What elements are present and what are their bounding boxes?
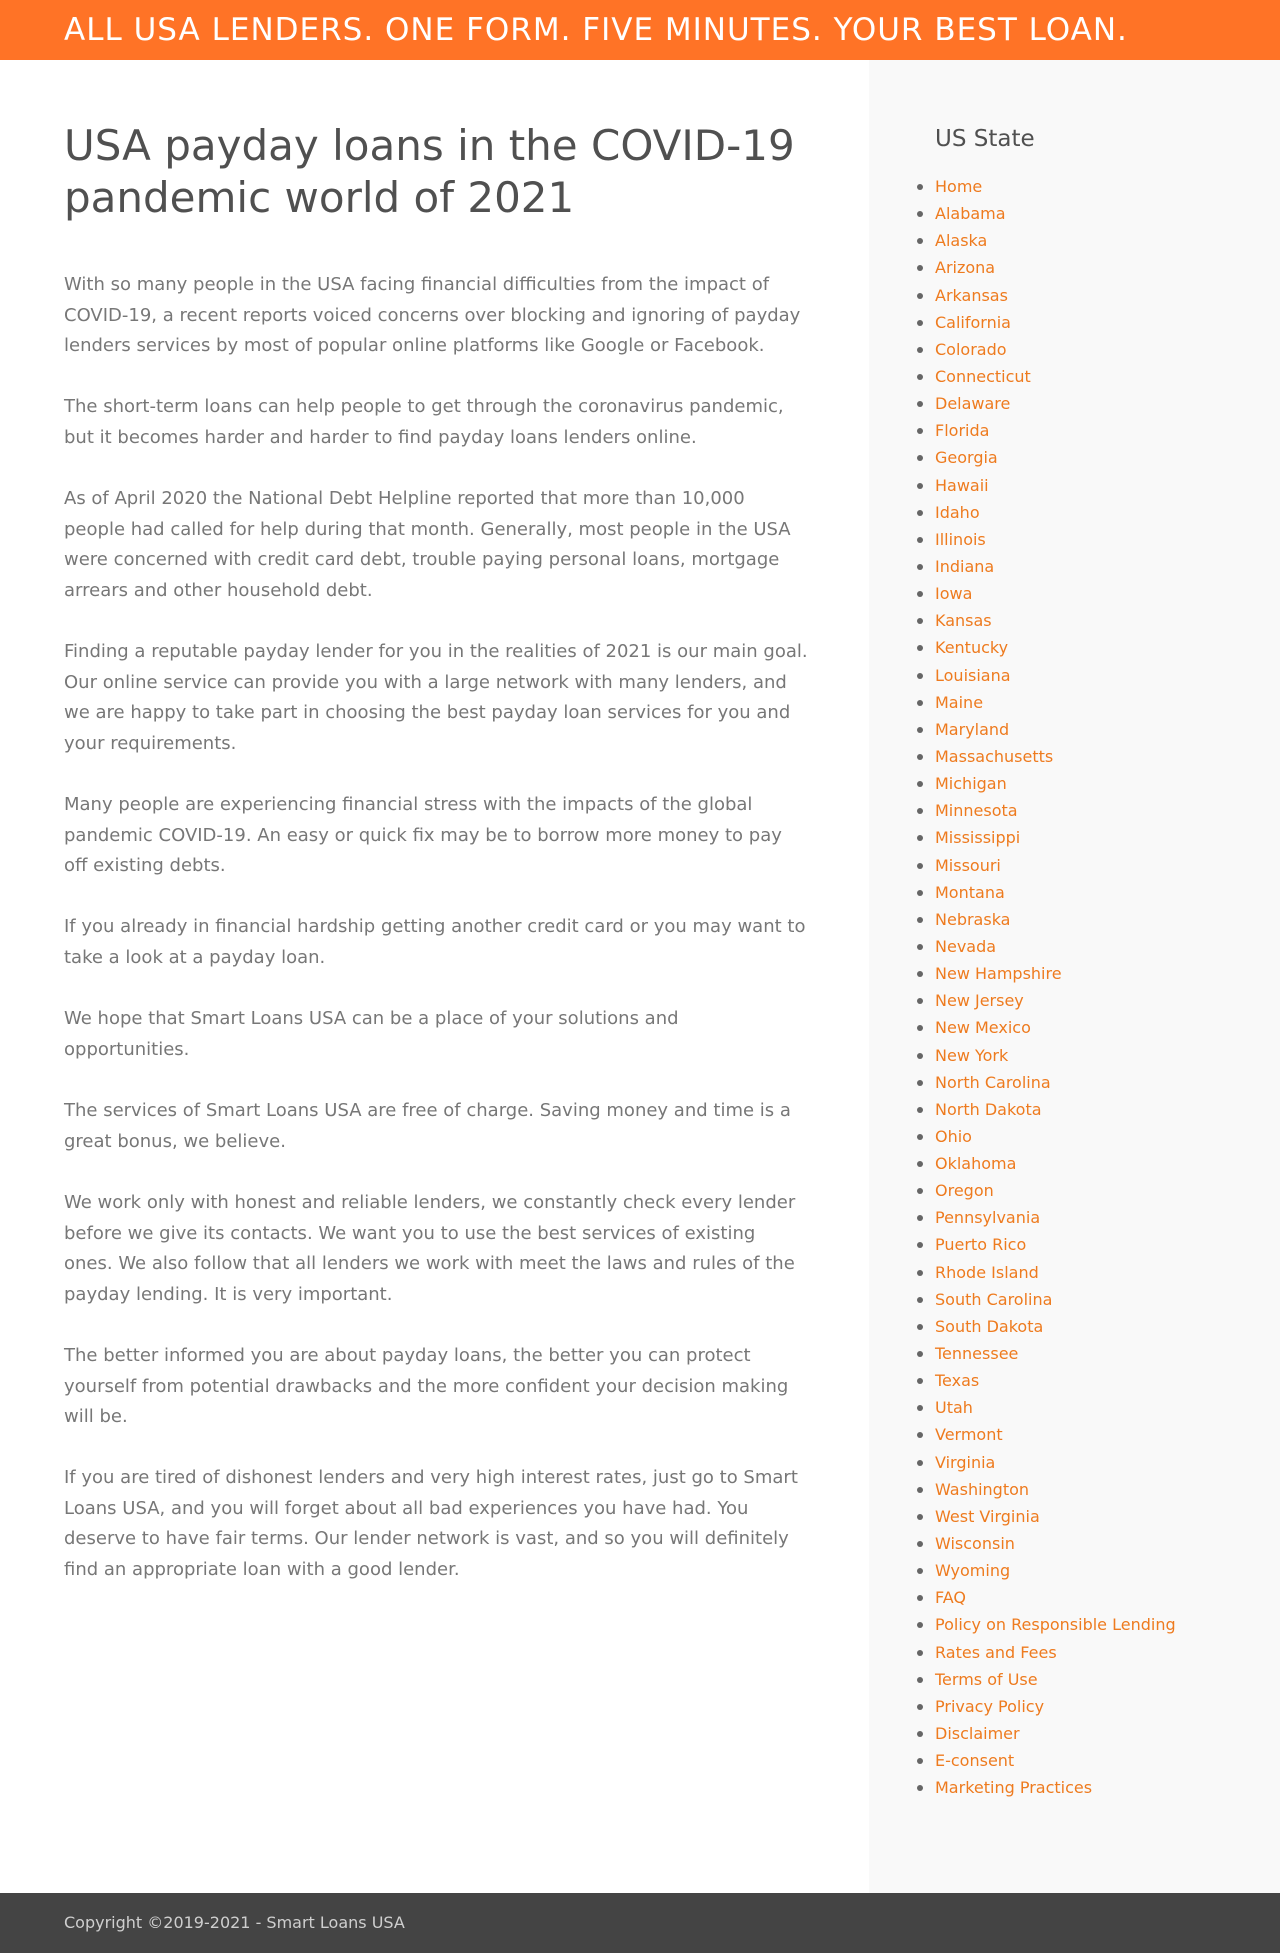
sidebar-link-utah[interactable]: Utah — [935, 1398, 973, 1418]
article-paragraph: If you already in financial hardship getting another credit card or you may want to take a look at a payday loan. — [64, 916, 806, 968]
sidebar-list-item — [935, 770, 1176, 797]
sidebar-link-idaho[interactable]: Idaho — [935, 502, 980, 522]
top-banner — [0, 0, 1280, 60]
sidebar-list-item — [935, 1449, 1176, 1476]
sidebar-link-connecticut[interactable]: Connecticut — [935, 366, 1031, 386]
sidebar-link-south-dakota[interactable]: South Dakota — [935, 1316, 1044, 1336]
article-paragraph: We work only with honest and reliable lenders, we constantly check every lender before we give its contacts. We want you to use the best services of existing ones. We also follow that all lenders we work with meet the laws and rules of the payday lending. It is very important. — [64, 1192, 796, 1305]
sidebar-list-item — [935, 1096, 1176, 1123]
sidebar-list-item — [935, 879, 1176, 906]
sidebar-list-item — [935, 200, 1176, 227]
sidebar-link-washington[interactable]: Washington — [935, 1479, 1030, 1499]
sidebar-list-item — [935, 689, 1176, 716]
sidebar-list-item — [935, 1042, 1176, 1069]
sidebar-list-item — [935, 390, 1176, 417]
sidebar-title: US State — [935, 126, 1035, 152]
sidebar-link-virginia[interactable]: Virginia — [935, 1452, 996, 1472]
sidebar-link-texas[interactable]: Texas — [935, 1371, 980, 1391]
sidebar-link-mississippi[interactable]: Mississippi — [935, 828, 1021, 848]
sidebar-link-colorado[interactable]: Colorado — [935, 339, 1007, 359]
sidebar-link-michigan[interactable]: Michigan — [935, 774, 1007, 794]
sidebar-link-nevada[interactable]: Nevada — [935, 936, 997, 956]
sidebar-list-item — [935, 282, 1176, 309]
sidebar-link-north-dakota[interactable]: North Dakota — [935, 1099, 1042, 1119]
sidebar-list-item — [935, 173, 1176, 200]
sidebar-link-kansas[interactable]: Kansas — [935, 611, 992, 631]
sidebar-link-montana[interactable]: Montana — [935, 882, 1005, 902]
sidebar-link-iowa[interactable]: Iowa — [935, 584, 973, 604]
sidebar-link-marketing-practices[interactable]: Marketing Practices — [935, 1778, 1093, 1798]
sidebar-list-item — [935, 960, 1176, 987]
article-paragraph: The services of Smart Loans USA are free of charge. Saving money and time is a great bonus, we believe. — [64, 1100, 791, 1152]
sidebar-list-item — [935, 1421, 1176, 1448]
sidebar-list-item — [935, 1286, 1176, 1313]
article-paragraph: As of April 2020 the National Debt Helpline reported that more than 10,000 people had called for help during that month. Generally, most people in the USA were concerned with credit card debt, trouble paying personal loans, mortgage arrears and other household debt. — [64, 488, 791, 601]
sidebar-list-item — [935, 1313, 1176, 1340]
sidebar-list-item — [935, 254, 1176, 281]
sidebar-link-terms-of-use[interactable]: Terms of Use — [935, 1669, 1038, 1689]
sidebar-link-west-virginia[interactable]: West Virginia — [935, 1506, 1040, 1526]
sidebar-list-item — [935, 472, 1176, 499]
article-paragraph: The better informed you are about payday loans, the better you can protect yourself from potential drawbacks and the more confident your decision making will be. — [64, 1345, 789, 1427]
sidebar-list-item — [935, 1774, 1176, 1801]
sidebar-link-california[interactable]: California — [935, 312, 1011, 332]
sidebar-list-item — [935, 852, 1176, 879]
sidebar-list-item — [935, 1476, 1176, 1503]
sidebar-link-wyoming[interactable]: Wyoming — [935, 1561, 1011, 1581]
article-paragraph: Many people are experiencing financial stress with the impacts of the global pandemic COVID-19. An easy or quick fix may be to borrow more money to pay off existing debts. — [64, 794, 782, 876]
sidebar-link-ohio[interactable]: Ohio — [935, 1126, 972, 1146]
sidebar-list-item — [935, 1231, 1176, 1258]
sidebar-list-item — [935, 444, 1176, 471]
sidebar-list-item — [935, 824, 1176, 851]
sidebar-link-policy-on-responsible-lending[interactable]: Policy on Responsible Lending — [935, 1615, 1176, 1635]
sidebar-list-item — [935, 1666, 1176, 1693]
sidebar-list-item — [935, 607, 1176, 634]
sidebar-link-nebraska[interactable]: Nebraska — [935, 909, 1011, 929]
article-paragraph: Finding a reputable payday lender for you in the realities of 2021 is our main goal. Our online service can provide you with a large network with many lenders, and we are happy to take part in choosing the best payday loan services for you and your requirements. — [64, 641, 808, 754]
sidebar-list-item — [935, 1557, 1176, 1584]
sidebar-link-hawaii[interactable]: Hawaii — [935, 475, 989, 495]
sidebar-list-item — [935, 933, 1176, 960]
article-paragraph: The short-term loans can help people to get through the coronavirus pandemic, but it becomes harder and harder to find payday loans lenders online. — [64, 396, 784, 448]
sidebar-link-maine[interactable]: Maine — [935, 692, 984, 712]
banner-text: ALL USA LENDERS. ONE FORM. FIVE MINUTES. YOUR BEST LOAN. — [64, 12, 1128, 48]
sidebar-list-item — [935, 662, 1176, 689]
article-paragraph: We hope that Smart Loans USA can be a place of your solutions and opportunities. — [64, 1008, 679, 1060]
sidebar-link-arkansas[interactable]: Arkansas — [935, 285, 1008, 305]
sidebar-link-disclaimer[interactable]: Disclaimer — [935, 1724, 1020, 1744]
sidebar-link-vermont[interactable]: Vermont — [935, 1425, 1003, 1445]
sidebar — [869, 60, 1280, 1893]
sidebar-link-pennsylvania[interactable]: Pennsylvania — [935, 1208, 1041, 1228]
sidebar-link-missouri[interactable]: Missouri — [935, 855, 1001, 875]
sidebar-list-item — [935, 1611, 1176, 1638]
sidebar-list-item — [935, 1584, 1176, 1611]
sidebar-link-privacy-policy[interactable]: Privacy Policy — [935, 1696, 1045, 1716]
sidebar-list-item — [935, 336, 1176, 363]
sidebar-link-tennessee[interactable]: Tennessee — [935, 1344, 1019, 1364]
sidebar-list-item — [935, 526, 1176, 553]
sidebar-link-faq[interactable]: FAQ — [935, 1588, 966, 1608]
sidebar-list-item — [935, 1693, 1176, 1720]
sidebar-link-rates-and-fees[interactable]: Rates and Fees — [935, 1642, 1057, 1662]
sidebar-link-delaware[interactable]: Delaware — [935, 394, 1011, 414]
article-paragraph: If you are tired of dishonest lenders and very high interest rates, just go to Smart Loans USA, and you will forget about all bad experiences you have had. You deserve to have fair terms. Our lender network is vast, and so you will definitely find an appropriate loan with a good lender. — [64, 1467, 798, 1580]
sidebar-list-item — [935, 580, 1176, 607]
sidebar-list-item — [935, 1014, 1176, 1041]
sidebar-list-item — [935, 553, 1176, 580]
sidebar-list-item — [935, 1259, 1176, 1286]
sidebar-link-new-mexico[interactable]: New Mexico — [935, 1018, 1031, 1038]
sidebar-link-oklahoma[interactable]: Oklahoma — [935, 1154, 1017, 1174]
sidebar-link-new-jersey[interactable]: New Jersey — [935, 991, 1024, 1011]
sidebar-list-item — [935, 716, 1176, 743]
sidebar-list-item — [935, 1177, 1176, 1204]
sidebar-list-item — [935, 1394, 1176, 1421]
footer — [0, 1893, 1280, 1953]
sidebar-link-wisconsin[interactable]: Wisconsin — [935, 1534, 1015, 1554]
sidebar-link-massachusetts[interactable]: Massachusetts — [935, 746, 1054, 766]
sidebar-link-kentucky[interactable]: Kentucky — [935, 638, 1009, 658]
copyright-text: Copyright ©2019-2021 - Smart Loans USA — [64, 1913, 405, 1932]
sidebar-link-florida[interactable]: Florida — [935, 421, 990, 441]
main-content — [64, 120, 808, 1580]
sidebar-list-item — [935, 309, 1176, 336]
sidebar-link-e-consent[interactable]: E-consent — [935, 1751, 1015, 1771]
article-paragraph: With so many people in the USA facing financial difficulties from the impact of COVID-19, a recent reports voiced concerns over blocking and ignoring of payday lenders services by most of popular online platforms like Google or Facebook. — [64, 274, 801, 356]
sidebar-link-puerto-rico[interactable]: Puerto Rico — [935, 1235, 1027, 1255]
sidebar-link-south-carolina[interactable]: South Carolina — [935, 1289, 1053, 1309]
state-link-list — [935, 173, 1176, 1801]
sidebar-link-louisiana[interactable]: Louisiana — [935, 665, 1011, 685]
sidebar-link-maryland[interactable]: Maryland — [935, 719, 1010, 739]
sidebar-link-arizona[interactable]: Arizona — [935, 258, 996, 278]
sidebar-list-item — [935, 1503, 1176, 1530]
sidebar-list-item — [935, 1123, 1176, 1150]
sidebar-list-item — [935, 1069, 1176, 1096]
sidebar-list-item — [935, 227, 1176, 254]
sidebar-link-minnesota[interactable]: Minnesota — [935, 801, 1018, 821]
sidebar-list-item — [935, 1639, 1176, 1666]
page-title: USA payday loans in the COVID-19 pandemic world of 2021 — [64, 121, 795, 222]
sidebar-list-item — [935, 906, 1176, 933]
sidebar-list-item — [935, 363, 1176, 390]
sidebar-list-item — [935, 1367, 1176, 1394]
sidebar-list-item — [935, 634, 1176, 661]
sidebar-list-item — [935, 987, 1176, 1014]
sidebar-list-item — [935, 499, 1176, 526]
sidebar-link-new-york[interactable]: New York — [935, 1045, 1009, 1065]
sidebar-link-north-carolina[interactable]: North Carolina — [935, 1072, 1051, 1092]
sidebar-list-item — [935, 797, 1176, 824]
sidebar-list-item — [935, 1204, 1176, 1231]
sidebar-list-item — [935, 1150, 1176, 1177]
sidebar-link-alaska[interactable]: Alaska — [935, 231, 988, 251]
sidebar-list-item — [935, 1530, 1176, 1557]
sidebar-list-item — [935, 417, 1176, 444]
sidebar-link-indiana[interactable]: Indiana — [935, 556, 995, 576]
sidebar-link-illinois[interactable]: Illinois — [935, 529, 986, 549]
sidebar-link-alabama[interactable]: Alabama — [935, 204, 1006, 224]
sidebar-list-item — [935, 1747, 1176, 1774]
sidebar-list-item — [935, 743, 1176, 770]
sidebar-link-home[interactable]: Home — [935, 177, 983, 196]
sidebar-link-oregon[interactable]: Oregon — [935, 1181, 994, 1201]
sidebar-link-rhode-island[interactable]: Rhode Island — [935, 1262, 1039, 1282]
sidebar-list-item — [935, 1720, 1176, 1747]
sidebar-link-new-hampshire[interactable]: New Hampshire — [935, 964, 1062, 984]
sidebar-list-item — [935, 1340, 1176, 1367]
sidebar-link-georgia[interactable]: Georgia — [935, 448, 998, 468]
